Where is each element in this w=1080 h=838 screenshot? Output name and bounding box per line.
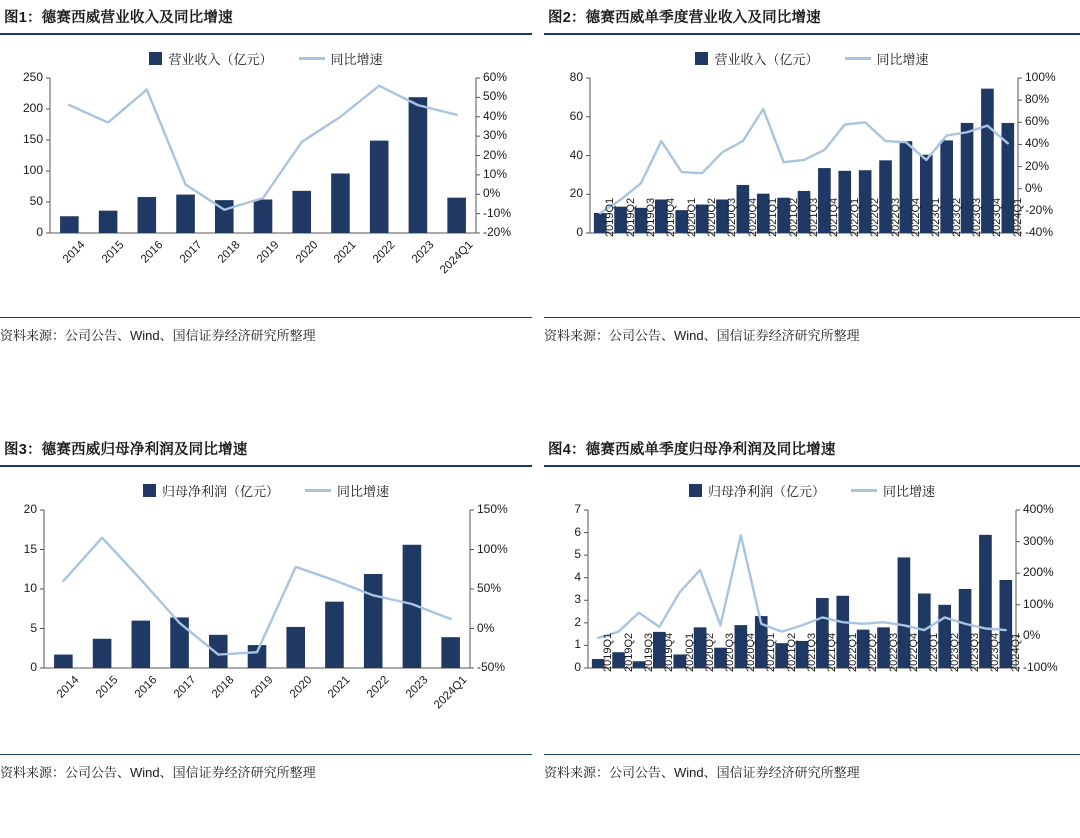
legend-bar-label: 归母净利润（亿元） bbox=[707, 484, 825, 499]
x-axis-tick-label: 2021 bbox=[326, 674, 353, 701]
y2-axis-tick-label: 60% bbox=[1025, 114, 1050, 129]
x-axis-tick-label: 2022Q4 bbox=[907, 632, 920, 672]
figure-2-chart bbox=[544, 49, 1080, 313]
y-axis-tick-label: 150 bbox=[22, 132, 43, 146]
y-axis-tick-label: 250 bbox=[22, 70, 43, 84]
x-axis-tick-label: 2016 bbox=[138, 239, 166, 266]
y-axis-tick-label: 0 bbox=[30, 660, 37, 674]
x-axis-tick-label: 2023Q4 bbox=[989, 632, 1002, 672]
legend-bar-swatch-icon bbox=[143, 484, 156, 497]
x-axis-tick-label: 2021Q3 bbox=[806, 632, 818, 672]
legend-item-bar bbox=[695, 49, 818, 68]
y-axis-tick-label: 50 bbox=[29, 194, 43, 208]
x-axis-tick-label: 2024Q1 bbox=[431, 674, 470, 712]
legend-bar-swatch-icon bbox=[689, 484, 702, 497]
x-axis-tick-label: 2021 bbox=[332, 239, 359, 266]
x-axis-tick-label: 2021Q3 bbox=[808, 197, 820, 237]
x-axis-tick-label: 2020Q2 bbox=[706, 197, 719, 237]
y-axis-tick-label: 2 bbox=[574, 614, 581, 629]
x-axis-tick-label: 2023Q2 bbox=[950, 197, 963, 237]
legend-line-swatch-icon bbox=[305, 489, 331, 492]
y-axis-tick-label: 20 bbox=[23, 502, 37, 516]
x-axis-tick-label: 2019Q2 bbox=[624, 197, 637, 237]
figure-panel-4 bbox=[544, 432, 1080, 838]
y2-axis-tick-label: 20% bbox=[1025, 158, 1050, 173]
x-axis-tick-label: 2023Q1 bbox=[930, 197, 943, 237]
legend-bar-swatch-icon bbox=[695, 52, 708, 65]
x-axis-tick-label: 2015 bbox=[93, 674, 121, 701]
y-axis-tick-label: 0 bbox=[36, 225, 43, 239]
x-axis-tick-label: 2021Q2 bbox=[785, 632, 798, 672]
legend-line-swatch-icon bbox=[845, 57, 871, 60]
legend-item-line bbox=[845, 49, 929, 68]
legend-item-bar bbox=[689, 481, 825, 500]
figure-1-source: 资料来源：公司公告、Wind、国信证券经济研究所整理 bbox=[0, 317, 532, 344]
y2-axis-tick-label: 20% bbox=[483, 147, 508, 162]
x-axis-tick-label: 2019 bbox=[254, 239, 282, 266]
x-axis-tick-label: 2022 bbox=[365, 674, 392, 701]
y-axis-tick-label: 1 bbox=[574, 637, 581, 652]
x-axis-tick-label: 2019Q3 bbox=[642, 632, 655, 672]
x-axis-tick-label: 2022Q3 bbox=[889, 197, 902, 237]
x-axis-tick-label: 2021Q1 bbox=[765, 632, 778, 672]
x-axis-tick-label: 2022Q2 bbox=[869, 197, 882, 237]
x-axis-tick-label: 2014 bbox=[61, 239, 88, 266]
x-axis-tick-label: 2022Q1 bbox=[848, 197, 861, 237]
x-axis-tick-label: 2020Q1 bbox=[685, 197, 698, 237]
legend-bar-swatch-icon bbox=[149, 52, 162, 65]
y-axis-tick-label: 0 bbox=[576, 225, 583, 239]
figure-panel-2 bbox=[544, 0, 1080, 400]
figure-1-legend bbox=[0, 49, 532, 68]
figure-2-title: 图2：德赛西威单季度营业收入及同比增速 bbox=[544, 0, 1080, 35]
x-axis-tick-label: 2020 bbox=[287, 674, 315, 701]
y2-axis-tick-label: 0% bbox=[1025, 180, 1043, 195]
x-axis-tick-label: 2018 bbox=[216, 239, 243, 266]
y2-axis-tick-label: 50% bbox=[477, 581, 502, 595]
y-axis-tick-label: 7 bbox=[574, 502, 581, 516]
y-axis-tick-label: 60 bbox=[569, 108, 583, 123]
y2-axis-tick-label: 80% bbox=[1025, 92, 1050, 107]
x-axis-tick-label: 2019Q1 bbox=[604, 197, 617, 237]
figure-1-chart bbox=[0, 49, 532, 313]
y-axis-tick-label: 40 bbox=[569, 147, 583, 162]
x-axis-tick-label: 2022Q4 bbox=[909, 197, 922, 237]
y-axis-tick-label: 80 bbox=[569, 70, 583, 84]
y2-axis-tick-label: 200% bbox=[1023, 565, 1054, 580]
x-axis-tick-label: 2024Q1 bbox=[1009, 632, 1022, 672]
y2-axis-tick-label: -50% bbox=[477, 660, 506, 674]
plot2-svg bbox=[544, 68, 1080, 313]
x-axis-tick-label: 2020Q4 bbox=[746, 197, 759, 237]
x-axis-tick-label: 2021Q2 bbox=[787, 197, 800, 237]
figure-1-title: 图1：德赛西威营业收入及同比增速 bbox=[0, 0, 532, 35]
y2-axis-tick-label: 100% bbox=[477, 541, 508, 556]
y-axis-tick-label: 5 bbox=[30, 620, 37, 635]
x-axis-tick-label: 2022Q2 bbox=[867, 632, 880, 672]
legend-bar-label: 营业收入（亿元） bbox=[714, 52, 819, 67]
x-axis-tick-label: 2023Q2 bbox=[948, 632, 961, 672]
figure-panel-1 bbox=[0, 0, 532, 400]
x-axis-tick-label: 2015 bbox=[99, 239, 127, 266]
figure-3-chart bbox=[0, 481, 532, 750]
figure-3-plot bbox=[0, 500, 532, 750]
x-axis-tick-label: 2017 bbox=[171, 674, 199, 701]
y2-axis-tick-label: 0% bbox=[477, 620, 495, 635]
x-axis-tick-label: 2021Q4 bbox=[826, 632, 839, 672]
legend-item-bar bbox=[149, 49, 272, 68]
y2-axis-tick-label: -40% bbox=[1025, 225, 1054, 239]
y-axis-tick-label: 4 bbox=[574, 569, 581, 584]
figure-4-chart bbox=[544, 481, 1080, 750]
legend-item-line bbox=[851, 481, 935, 500]
y-axis-tick-label: 20 bbox=[569, 186, 583, 201]
y-axis-tick-label: 15 bbox=[23, 541, 37, 556]
x-axis-tick-label: 2020Q3 bbox=[724, 632, 737, 672]
y2-axis-tick-label: 10% bbox=[483, 166, 508, 181]
x-axis-tick-label: 2023Q3 bbox=[969, 632, 982, 672]
y2-axis-tick-label: 30% bbox=[483, 128, 508, 143]
plot4-svg bbox=[544, 500, 1080, 750]
x-axis-tick-label: 2020 bbox=[293, 239, 321, 266]
y-axis-tick-label: 3 bbox=[574, 592, 581, 607]
legend-line-label: 同比增速 bbox=[330, 52, 383, 67]
x-axis-tick-label: 2016 bbox=[132, 674, 160, 701]
x-axis-tick-label: 2019Q1 bbox=[602, 632, 615, 672]
x-axis-tick-label: 2020Q2 bbox=[704, 632, 717, 672]
x-axis-tick-label: 2022Q1 bbox=[846, 632, 859, 672]
legend-line-label: 同比增速 bbox=[337, 484, 390, 499]
y-axis-tick-label: 5 bbox=[574, 547, 581, 562]
y2-axis-tick-label: 150% bbox=[477, 502, 508, 516]
legend-line-swatch-icon bbox=[299, 57, 325, 60]
y2-axis-tick-label: 100% bbox=[1023, 596, 1054, 611]
y-axis-tick-label: 200 bbox=[22, 101, 43, 115]
x-axis-tick-label: 2023Q4 bbox=[991, 197, 1004, 237]
x-axis-tick-label: 2024Q1 bbox=[1011, 197, 1024, 237]
y2-axis-tick-label: 40% bbox=[1025, 136, 1050, 151]
x-axis-tick-label: 2014 bbox=[55, 674, 82, 701]
x-axis-tick-label: 2019Q4 bbox=[663, 632, 676, 672]
y-axis-tick-label: 6 bbox=[574, 524, 581, 539]
x-axis-tick-label: 2021Q1 bbox=[767, 197, 780, 237]
x-axis-tick-label: 2021Q4 bbox=[828, 197, 841, 237]
y2-axis-tick-label: 40% bbox=[483, 108, 508, 123]
legend-item-line bbox=[299, 49, 383, 68]
legend-bar-label: 营业收入（亿元） bbox=[168, 52, 273, 67]
x-axis-tick-label: 2023 bbox=[403, 674, 431, 701]
y2-axis-tick-label: -10% bbox=[483, 205, 512, 220]
figure-4-plot bbox=[544, 500, 1080, 750]
y2-axis-tick-label: 0% bbox=[1023, 628, 1041, 643]
x-axis-tick-label: 2024Q1 bbox=[437, 239, 476, 277]
figure-4-legend bbox=[544, 481, 1080, 500]
y-axis-tick-label: 100 bbox=[22, 163, 43, 177]
x-axis-tick-label: 2020Q4 bbox=[744, 632, 757, 672]
x-axis-tick-label: 2017 bbox=[177, 239, 205, 266]
figure-4-title: 图4：德赛西威单季度归母净利润及同比增速 bbox=[544, 432, 1080, 467]
y2-axis-tick-label: -20% bbox=[1025, 202, 1054, 217]
x-axis-tick-label: 2023Q3 bbox=[971, 197, 984, 237]
y2-axis-tick-label: 100% bbox=[1025, 70, 1056, 84]
legend-line-label: 同比增速 bbox=[883, 484, 936, 499]
x-axis-tick-label: 2020Q1 bbox=[683, 632, 696, 672]
figure-panel-3 bbox=[0, 432, 532, 838]
figure-2-source: 资料来源：公司公告、Wind、国信证券经济研究所整理 bbox=[544, 317, 1080, 344]
y-axis-tick-label: 0 bbox=[574, 660, 581, 674]
x-axis-tick-label: 2019Q4 bbox=[665, 197, 678, 237]
x-axis-tick-label: 2020Q3 bbox=[726, 197, 739, 237]
figure-1-plot bbox=[0, 68, 532, 313]
y2-axis-tick-label: -20% bbox=[483, 225, 512, 239]
figure-4-source: 资料来源：公司公告、Wind、国信证券经济研究所整理 bbox=[544, 754, 1080, 781]
x-axis-tick-label: 2023Q1 bbox=[928, 632, 941, 672]
y2-axis-tick-label: 300% bbox=[1023, 533, 1054, 548]
y2-axis-tick-label: 50% bbox=[483, 89, 508, 104]
legend-bar-label: 归母净利润（亿元） bbox=[161, 484, 279, 499]
y2-axis-tick-label: 400% bbox=[1023, 502, 1054, 516]
legend-line-swatch-icon bbox=[851, 489, 877, 492]
x-axis-tick-label: 2019 bbox=[248, 674, 276, 701]
x-axis-tick-label: 2018 bbox=[210, 674, 237, 701]
y-axis-tick-label: 10 bbox=[23, 581, 37, 595]
legend-item-bar bbox=[143, 481, 279, 500]
figure-2-plot bbox=[544, 68, 1080, 313]
x-axis-tick-label: 2023 bbox=[409, 239, 437, 266]
legend-item-line bbox=[305, 481, 389, 500]
figure-2-legend bbox=[544, 49, 1080, 68]
y2-axis-tick-label: -100% bbox=[1023, 660, 1058, 674]
x-axis-tick-label: 2019Q3 bbox=[644, 197, 657, 237]
y2-axis-tick-label: 0% bbox=[483, 186, 501, 201]
x-axis-tick-label: 2019Q2 bbox=[622, 632, 635, 672]
x-axis-tick-label: 2022 bbox=[371, 239, 398, 266]
y2-axis-tick-label: 60% bbox=[483, 70, 508, 84]
figure-3-source: 资料来源：公司公告、Wind、国信证券经济研究所整理 bbox=[0, 754, 532, 781]
legend-line-label: 同比增速 bbox=[876, 52, 929, 67]
x-axis-tick-label: 2022Q3 bbox=[887, 632, 900, 672]
figure-3-title: 图3：德赛西威归母净利润及同比增速 bbox=[0, 432, 532, 467]
figure-3-legend bbox=[0, 481, 532, 500]
